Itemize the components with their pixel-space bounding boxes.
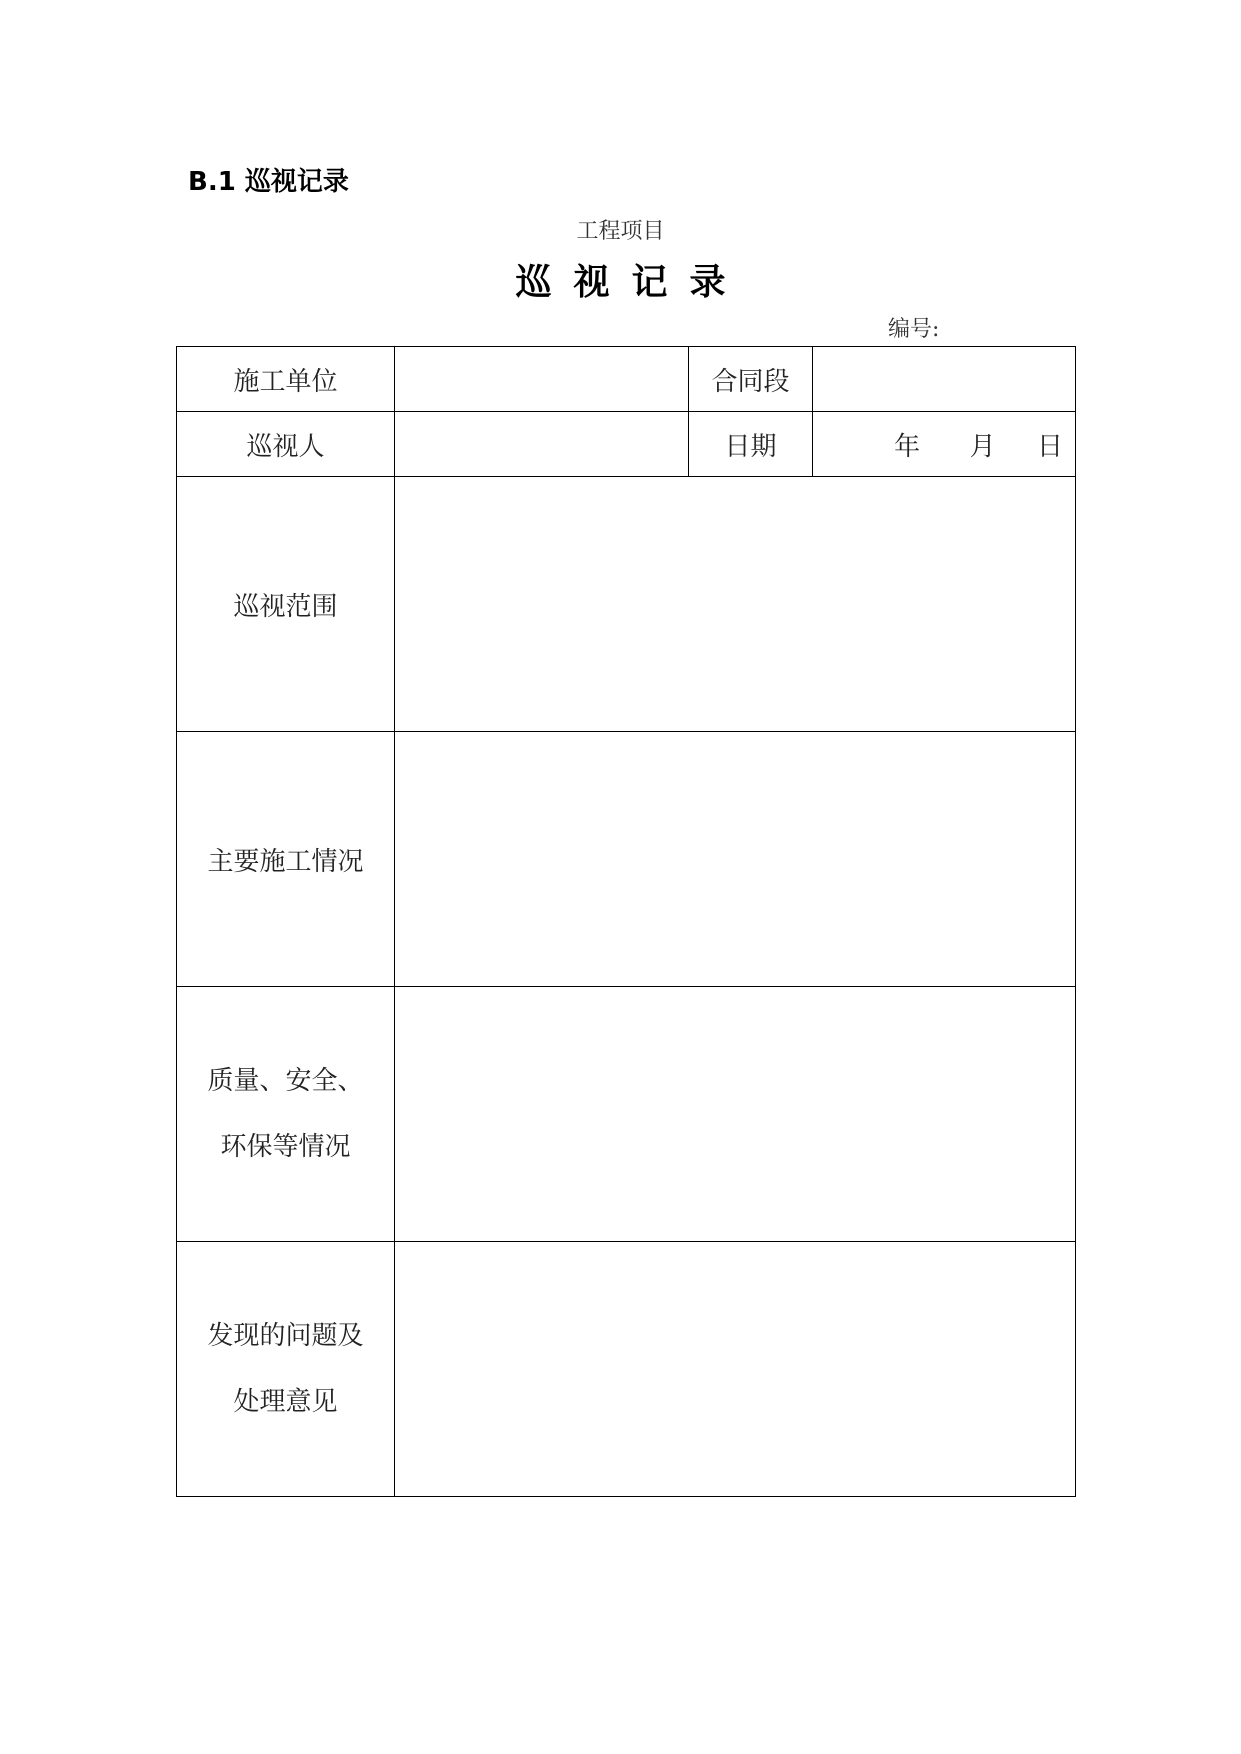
section-heading: B.1 巡视记录 [188, 167, 349, 197]
contract-section-field[interactable] [813, 347, 1076, 412]
contract-section-label: 合同段 [689, 347, 813, 412]
table-row-issues [177, 1242, 1076, 1497]
date-label: 日期 [689, 412, 813, 477]
form-title: 巡视记录 [515, 261, 748, 303]
construction-unit-label: 施工单位 [177, 347, 395, 412]
quality-safety-environment-label-line2: 环保等情况 [220, 1132, 351, 1162]
issues-label-line1: 发现的问题及 [207, 1321, 364, 1351]
construction-unit-field[interactable] [395, 347, 689, 412]
table-row-quality-safety-environment [177, 987, 1076, 1242]
serial-number-label: 编号: [888, 317, 940, 342]
quality-safety-environment-label-line1: 质量、安全、 [207, 1066, 364, 1096]
project-label: 工程项目 [576, 219, 665, 244]
table-row-main-construction [177, 732, 1076, 987]
table-row-inspector [177, 412, 1076, 477]
inspection-scope-label: 巡视范围 [177, 477, 395, 732]
quality-safety-environment-label [177, 987, 395, 1242]
table-row-inspection-scope [177, 477, 1076, 732]
inspector-label: 巡视人 [177, 412, 395, 477]
main-construction-label: 主要施工情况 [177, 732, 395, 987]
issues-label [177, 1242, 395, 1497]
table-row-construction-unit [177, 347, 1076, 412]
date-field[interactable]: 年 月 日 [813, 412, 1076, 477]
issues-label-line2: 处理意见 [233, 1387, 338, 1417]
main-construction-field[interactable] [395, 732, 1076, 987]
inspection-scope-field[interactable] [395, 477, 1076, 732]
inspection-record-table [176, 346, 1076, 1497]
inspector-field[interactable] [395, 412, 689, 477]
issues-field[interactable] [395, 1242, 1076, 1497]
quality-safety-environment-field[interactable] [395, 987, 1076, 1242]
